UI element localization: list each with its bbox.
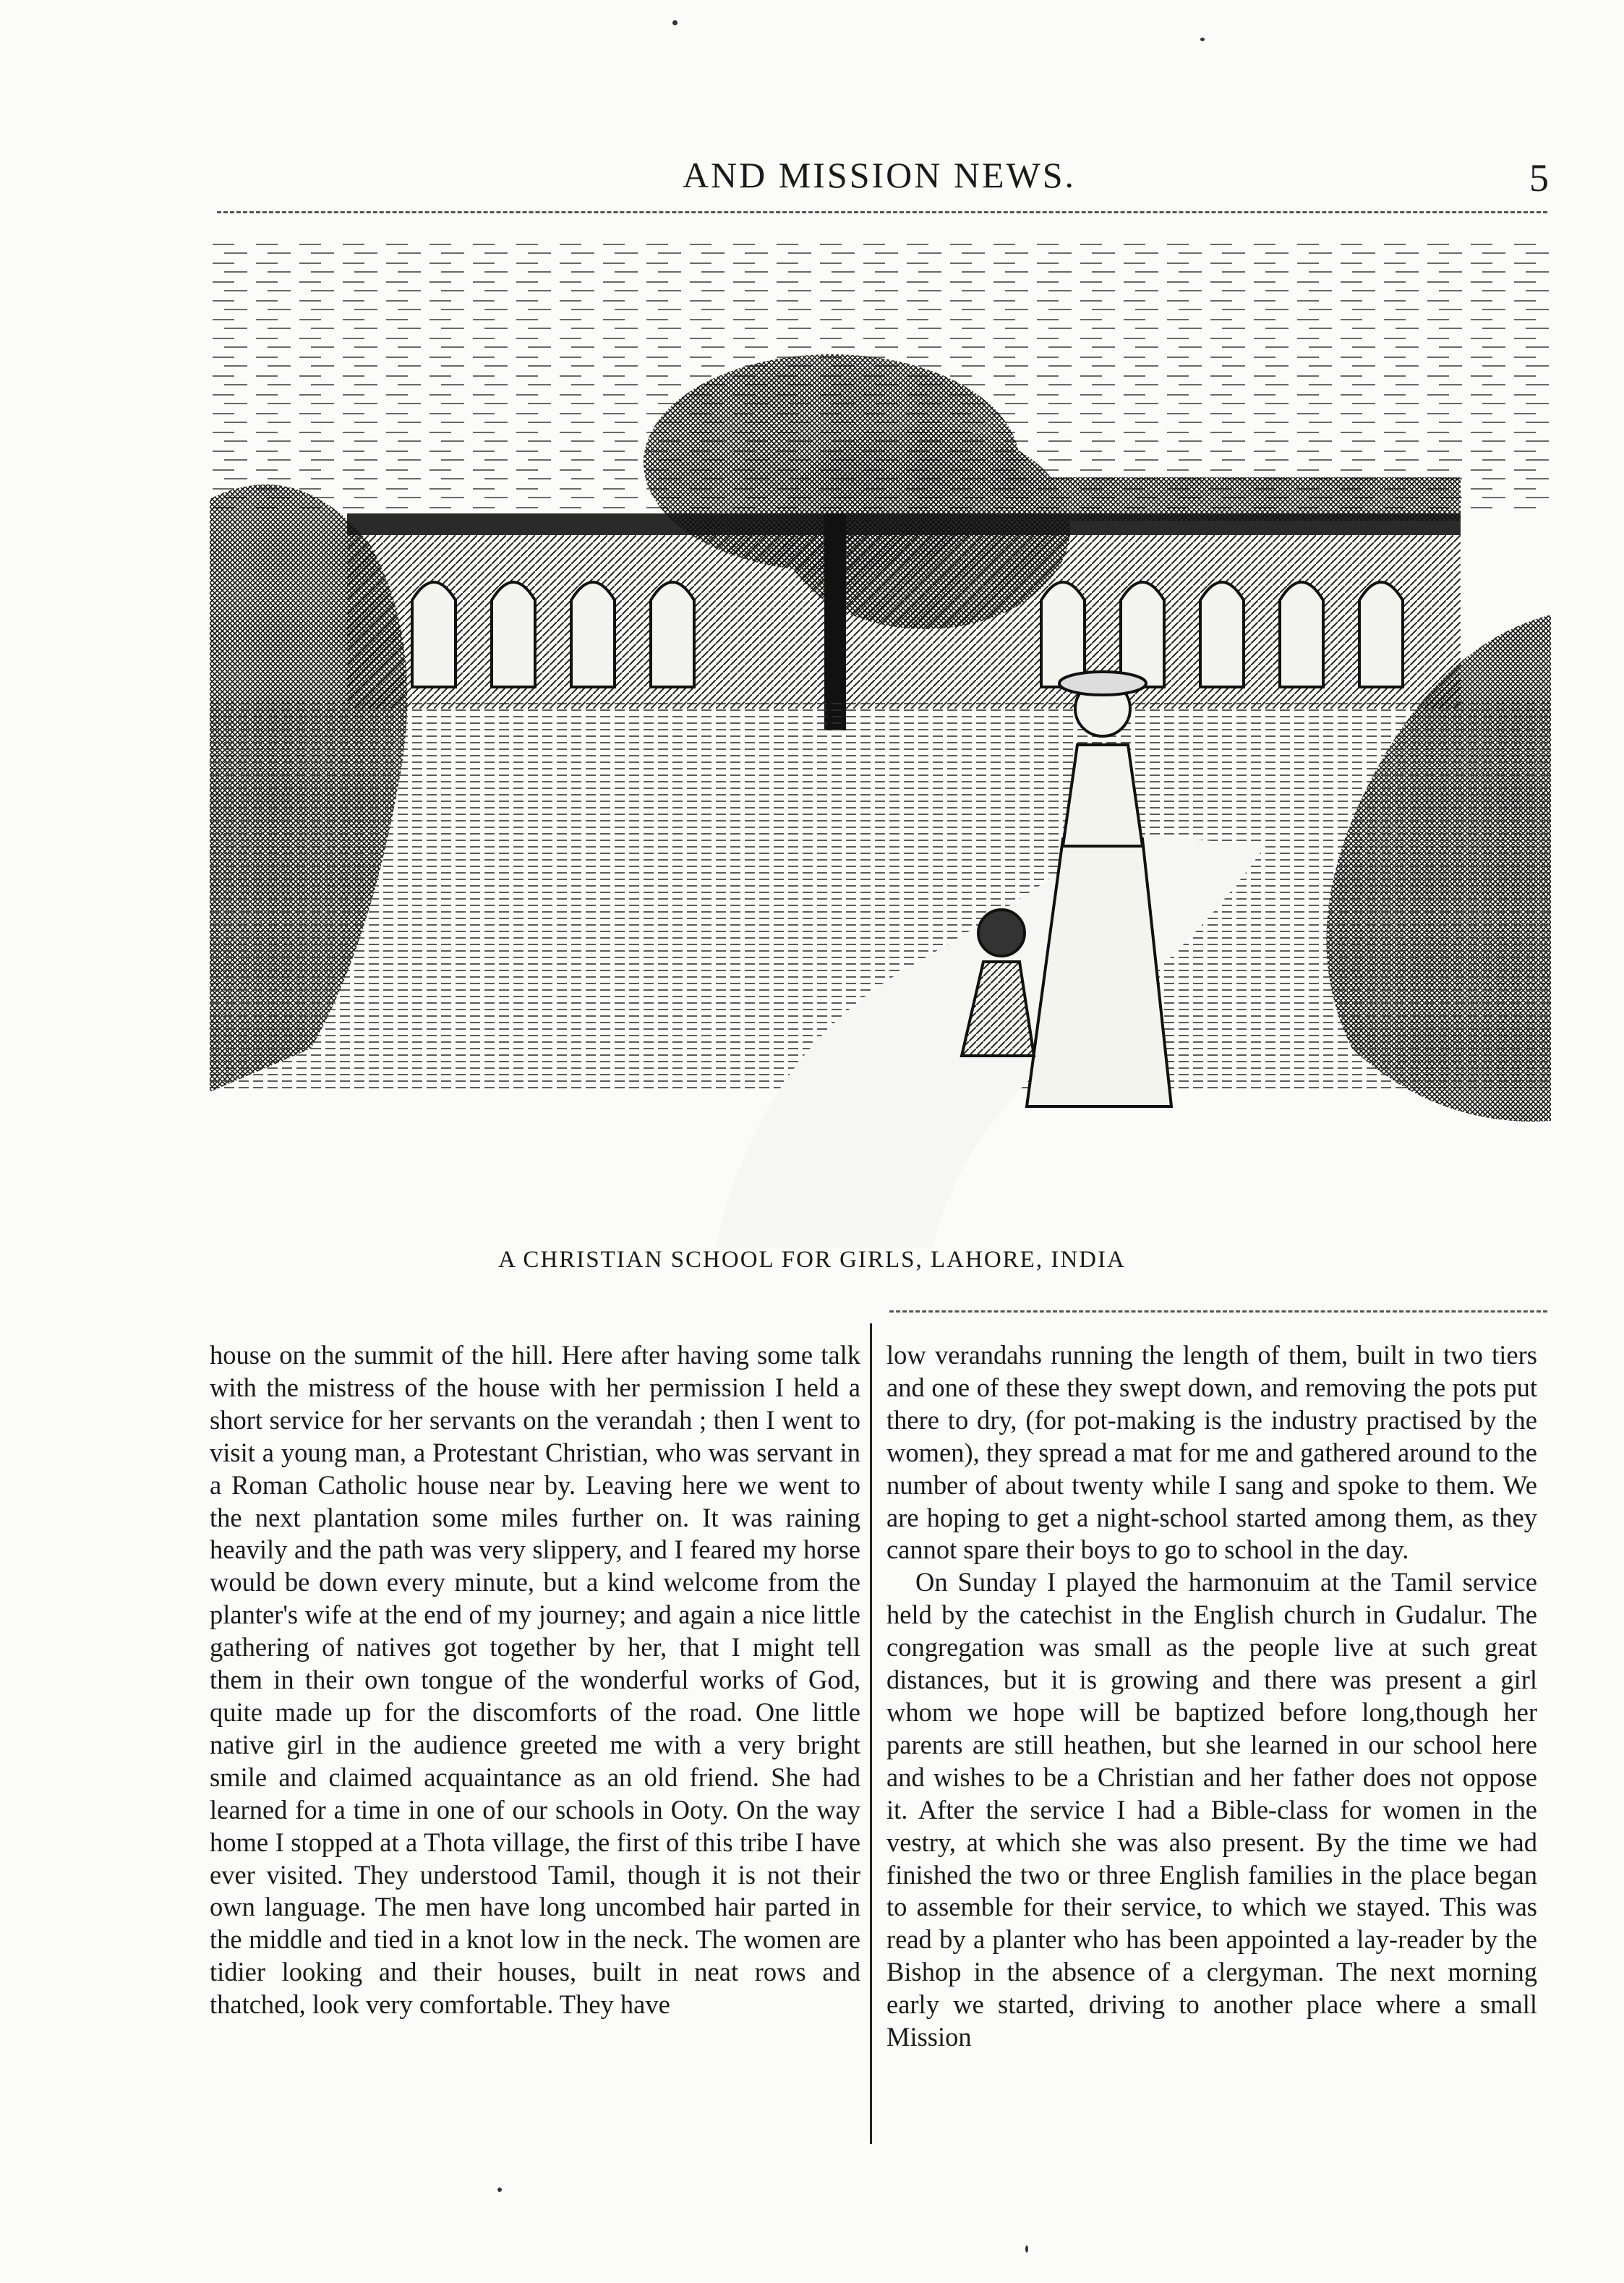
print-speck — [1025, 2245, 1028, 2253]
page-number: 5 — [1529, 156, 1549, 200]
running-header — [210, 153, 1549, 204]
right-column-paragraph-2: On Sunday I played the harmonuim at the Tamil service held by the catechist in the English church in Gudalur. The congregation was small as the people live at such great distances, but it is growing and there was present a girl whom we hope will be baptized before long,though her parents are still heathen, but she learned in our school here and wishes to be a Christian and her father does not oppose it. After the service I had a Bible-class for women in the vestry, at which she was also present. By the time we had finished the two or three English families in the place began to assemble for their service, to which we stayed. This was read by a planter who has been appointed a lay-reader by the Bishop in the absence of a clergyman. The next morning early we started, driving to another place where a small Mission — [886, 1567, 1537, 2052]
print-speck — [1200, 38, 1205, 41]
article-left-column — [210, 1339, 860, 2021]
caption-rule — [889, 1310, 1547, 1313]
illustration-caption: A CHRISTIAN SCHOOL FOR GIRLS, LAHORE, INDIA — [498, 1247, 1126, 1273]
left-column-text: house on the summit of the hill. Here after having some talk with the mistress of the house with her permission I held a short service for her servants on the verandah ; then I went to visit a young man, a Protestant Christian, who was servant in a Roman Catholic house near by. Leaving here we went to the next plantation some miles further on. It was raining heavily and the path was very slippery, and I feared my horse would be down every minute, but a kind welcome from the planter's wife at the end of my journey; and again a nice little gathering of natives got together by her, that I might tell them in their own tongue of the wonderful works of God, quite made up for the discomforts of the road. One little native girl in the audience greeted me with a very bright smile and claimed acquaintance as an old friend. She had learned for a time in one of our schools in Ooty. On the way home I stopped at a Thota village, the first of this tribe I have ever visited. They understood Tamil, though it is not their own language. The men have long uncombed hair parted in the middle and tied in a knot low in the neck. The women are tidier looking and their houses, built in neat rows and thatched, look very comfortable. They have — [210, 1340, 860, 2020]
article-right-column — [886, 1339, 1537, 2054]
right-column-paragraph-1: low verandahs running the length of them, built in two tiers and one of these they swept down, and removing the pots put there to dry, (for pot-making is the industry practised by the women), they spread a mat for me and gathered around to the number of about twenty while I sang and spoke to them. We are hoping to get a night-school started among them, as they cannot spare their boys to go to school in the day. — [886, 1340, 1537, 1565]
print-speck — [497, 2188, 502, 2192]
header-rule — [217, 211, 1547, 213]
print-speck — [672, 20, 678, 25]
column-divider — [870, 1323, 872, 2144]
engraving-illustration — [210, 239, 1551, 1247]
running-title: AND MISSION NEWS. — [682, 155, 1077, 195]
